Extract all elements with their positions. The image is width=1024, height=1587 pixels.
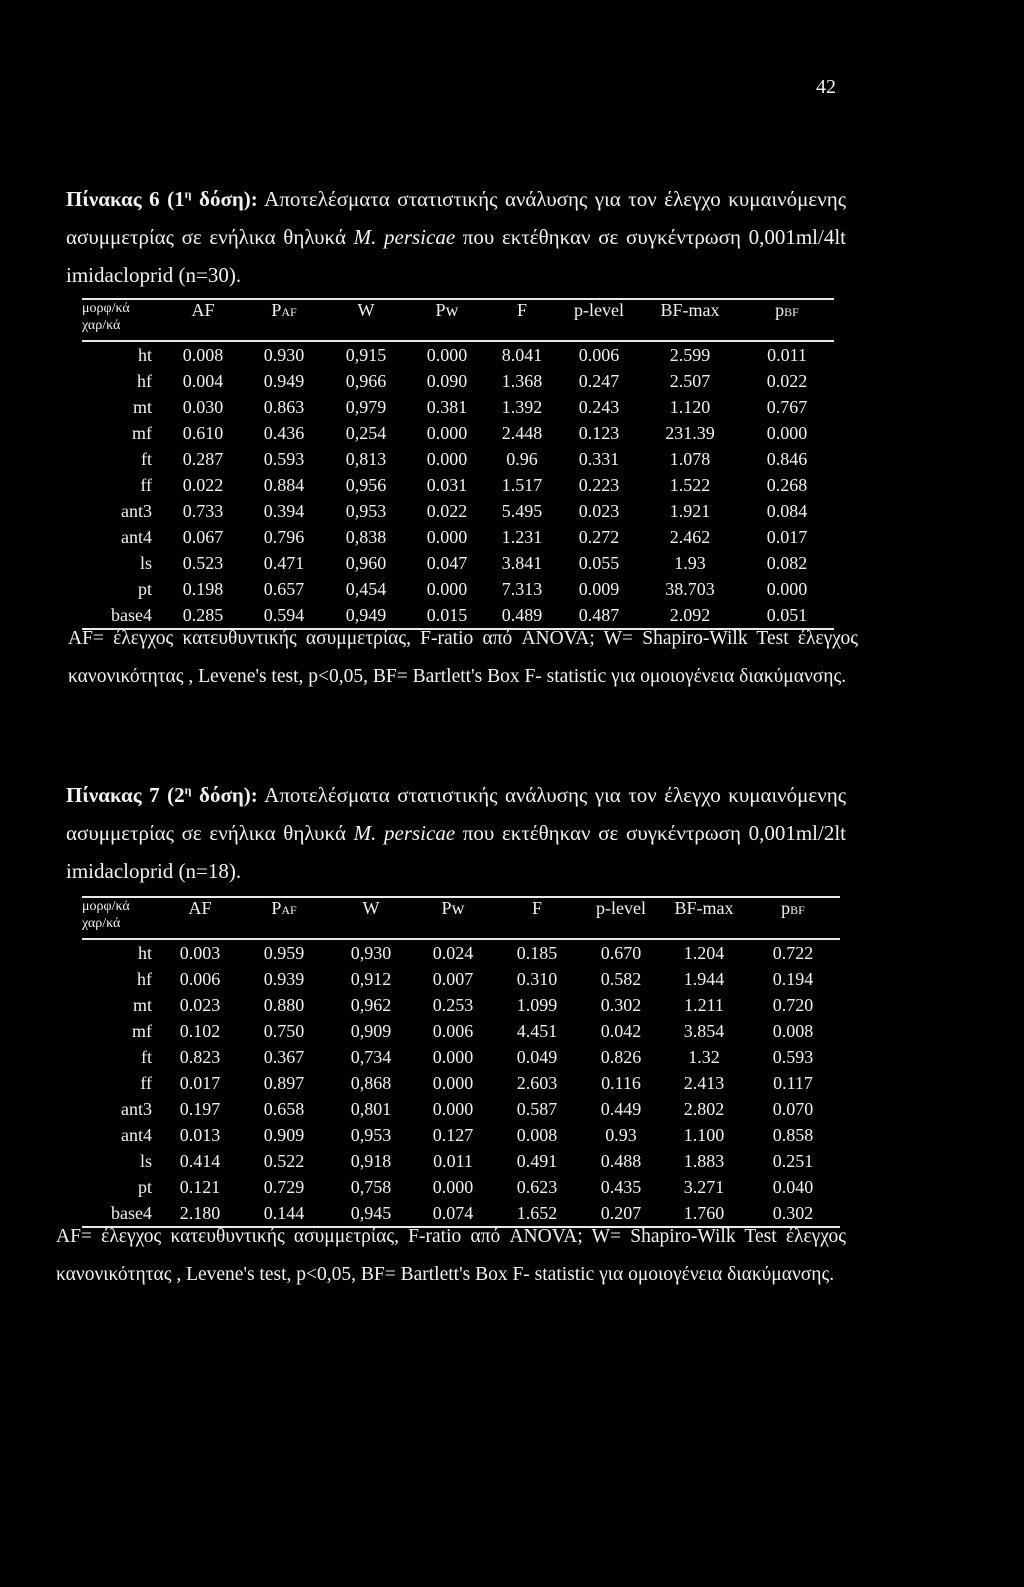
cell-trait: mf: [132, 1021, 152, 1041]
cell-bfmax: 3.854: [683, 1021, 725, 1041]
cell-pw: 0.022: [426, 501, 468, 521]
cell-af: 0.023: [179, 995, 221, 1015]
cell-pw: 0.000: [426, 449, 468, 469]
cell-paf: 0.863: [263, 397, 305, 417]
table-row: [82, 939, 840, 966]
cell-pw: 0.000: [426, 423, 468, 443]
cell-af: 0.285: [182, 605, 224, 625]
cell-pw: 0.074: [432, 1203, 474, 1223]
cell-bfmax: 1.760: [683, 1203, 725, 1223]
cell-w: 0,979: [345, 397, 387, 417]
cell-trait: ff: [140, 1073, 152, 1093]
cell-pw: 0.253: [432, 995, 474, 1015]
cell-pbf: 0.000: [766, 423, 808, 443]
cell-pbf: 0.593: [772, 1047, 814, 1067]
header-plevel: p-level: [574, 300, 624, 320]
cell-af: 0.198: [182, 579, 224, 599]
cell-pw: 0.024: [432, 943, 474, 963]
cell-w: 0,962: [350, 995, 392, 1015]
cell-trait: ant4: [121, 527, 152, 547]
cell-pw: 0.011: [433, 1151, 473, 1171]
cell-af: 0.287: [182, 449, 224, 469]
cell-w: 0,915: [345, 345, 387, 365]
cell-plevel: 0.302: [600, 995, 642, 1015]
cell-w: 0,868: [350, 1073, 392, 1093]
cell-pw: 0.000: [432, 1177, 474, 1197]
cell-plevel: 0.449: [600, 1099, 642, 1119]
cell-pbf: 0.011: [767, 345, 807, 365]
header-trait: μορφ/κά χαρ/κά: [82, 301, 130, 333]
cell-pbf: 0.082: [766, 553, 808, 573]
cell-af: 0.523: [182, 553, 224, 573]
table-row: [82, 1122, 840, 1148]
cell-trait: hf: [137, 371, 152, 391]
cell-plevel: 0.223: [578, 475, 620, 495]
cell-pbf: 0.040: [772, 1177, 814, 1197]
cell-w: 0,454: [345, 579, 387, 599]
cell-bfmax: 3.271: [683, 1177, 725, 1197]
table-row: [82, 498, 834, 524]
cell-bfmax: 2.092: [669, 605, 711, 625]
cell-pw: 0.000: [426, 527, 468, 547]
cell-paf: 0.471: [263, 553, 305, 573]
cell-w: 0,953: [345, 501, 387, 521]
cell-af: 2.180: [179, 1203, 221, 1223]
cell-w: 0,918: [350, 1151, 392, 1171]
cell-pbf: 0.022: [766, 371, 808, 391]
cell-af: 0.067: [182, 527, 224, 547]
cell-paf: 0.909: [263, 1125, 305, 1145]
cell-pw: 0.000: [432, 1047, 474, 1067]
cell-plevel: 0.582: [600, 969, 642, 989]
cell-pbf: 0.720: [772, 995, 814, 1015]
cell-trait: ft: [141, 1047, 152, 1067]
cell-plevel: 0.009: [578, 579, 620, 599]
cell-af: 0.006: [179, 969, 221, 989]
cell-paf: 0.729: [263, 1177, 305, 1197]
cell-f: 1.231: [501, 527, 543, 547]
cell-pw: 0.000: [432, 1099, 474, 1119]
cell-w: 0,758: [350, 1177, 392, 1197]
cell-plevel: 0.207: [600, 1203, 642, 1223]
cell-trait: mt: [132, 995, 152, 1015]
cell-trait: base4: [111, 605, 152, 625]
header-f: F: [531, 898, 542, 918]
cell-trait: ft: [141, 449, 152, 469]
species-name: M. persicae: [353, 821, 456, 845]
cell-bfmax: 1.100: [683, 1125, 725, 1145]
header-plevel: p-level: [596, 898, 646, 918]
cell-af: 0.017: [179, 1073, 221, 1093]
cell-af: 0.022: [182, 475, 224, 495]
cell-bfmax: 1.32: [688, 1047, 720, 1067]
cell-paf: 0.522: [263, 1151, 305, 1171]
cell-pbf: 0.268: [766, 475, 808, 495]
cell-bfmax: 231.39: [665, 423, 715, 443]
cell-pbf: 0.017: [766, 527, 808, 547]
cell-w: 0,838: [345, 527, 387, 547]
cell-bfmax: 1.120: [669, 397, 711, 417]
cell-w: 0,801: [350, 1099, 392, 1119]
cell-f: 7.313: [501, 579, 543, 599]
cell-trait: ht: [137, 943, 152, 963]
table-row: [82, 1174, 840, 1200]
cell-plevel: 0.247: [578, 371, 620, 391]
table-row: [82, 341, 834, 368]
header-bfmax: BF-max: [660, 300, 720, 320]
table-row: [82, 550, 834, 576]
table7-body: [82, 939, 840, 1227]
cell-paf: 0.144: [263, 1203, 305, 1223]
cell-trait: ht: [137, 345, 152, 365]
cell-f: 0.587: [516, 1099, 558, 1119]
cell-plevel: 0.042: [600, 1021, 642, 1041]
header-pbf: pBF: [775, 300, 799, 320]
cell-w: 0,734: [350, 1047, 392, 1067]
cell-af: 0.102: [179, 1021, 221, 1041]
cell-af: 0.003: [179, 943, 221, 963]
cell-bfmax: 2.507: [669, 371, 711, 391]
header-af: AF: [191, 300, 215, 320]
cell-paf: 0.367: [263, 1047, 305, 1067]
cell-trait: ant4: [121, 1125, 152, 1145]
table7-footnote: AF= έλεγχος κατευθυντικής ασυμμετρίας, F-ratio από ANOVA; W= Shapiro-Wilk Test έλεγχος κανονικότητας , Levene's test, p<0,05, BF= Bartlett's Box F- statistic για ομοιογένεια διακύμανσης.: [56, 1226, 846, 1285]
cell-plevel: 0.487: [578, 605, 620, 625]
cell-w: 0,930: [350, 943, 392, 963]
table6-footnote: AF= έλεγχος κατευθυντικής ασυμμετρίας, F-ratio από ANOVA; W= Shapiro-Wilk Test έλεγχος κανονικότητας , Levene's test, p<0,05, BF= Bartlett's Box F- statistic για ομοιογένεια διακύμανσης.: [68, 628, 858, 687]
cell-w: 0,945: [350, 1203, 392, 1223]
cell-f: 2.603: [516, 1073, 558, 1093]
table7-caption: Πίνακας 7 ($2^\eta$ δόση): Αποτελέσματα στατιστικής ανάλυσης για τον έλεγχο κυμαινόμενης ασυμμετρίας σε ενήλικα θηλυκά M. persicae που εκτέθηκαν σε συγκέντρωση 0,001ml/2lt imidacloprid (n=18).: [66, 783, 847, 883]
header-f: F: [516, 300, 527, 320]
header-paf: PAF: [271, 300, 297, 320]
cell-f: 5.495: [501, 501, 543, 521]
cell-af: 0.013: [179, 1125, 221, 1145]
cell-f: 0.008: [516, 1125, 558, 1145]
table7: [82, 896, 840, 1228]
cell-af: 0.414: [179, 1151, 221, 1171]
cell-f: 1.099: [516, 995, 558, 1015]
header-pbf: pBF: [781, 898, 805, 918]
cell-bfmax: 1.883: [683, 1151, 725, 1171]
table-row: [82, 1148, 840, 1174]
cell-f: 0.489: [501, 605, 543, 625]
cell-paf: 0.796: [263, 527, 305, 547]
cell-f: 1.368: [501, 371, 543, 391]
cell-af: 0.610: [182, 423, 224, 443]
table6-caption-label: Πίνακας 6 ($1^\eta$ δόση):: [66, 187, 258, 211]
header-pw: Pw: [441, 898, 465, 918]
cell-pw: 0.000: [432, 1073, 474, 1093]
cell-af: 0.004: [182, 371, 224, 391]
cell-pbf: 0.858: [772, 1125, 814, 1145]
cell-w: 0,949: [345, 605, 387, 625]
cell-pbf: 0.000: [766, 579, 808, 599]
cell-w: 0,966: [345, 371, 387, 391]
cell-paf: 0.930: [263, 345, 305, 365]
cell-f: 0.96: [506, 449, 538, 469]
table6-body: [82, 341, 834, 629]
table-row: [82, 1070, 840, 1096]
cell-paf: 0.750: [263, 1021, 305, 1041]
cell-f: 0.491: [516, 1151, 558, 1171]
cell-f: 0.049: [516, 1047, 558, 1067]
cell-pbf: 0.008: [772, 1021, 814, 1041]
table-row: [82, 420, 834, 446]
cell-f: 2.448: [501, 423, 543, 443]
table-row: [82, 394, 834, 420]
cell-f: 3.841: [501, 553, 543, 573]
cell-trait: pt: [137, 579, 152, 599]
cell-trait: ant3: [121, 501, 152, 521]
cell-plevel: 0.435: [600, 1177, 642, 1197]
cell-bfmax: 1.944: [683, 969, 725, 989]
cell-pw: 0.090: [426, 371, 468, 391]
table-row: [82, 576, 834, 602]
cell-pw: 0.000: [426, 345, 468, 365]
cell-pw: 0.031: [426, 475, 468, 495]
table-row: [82, 1018, 840, 1044]
table-header-row: [82, 299, 834, 341]
cell-paf: 0.593: [263, 449, 305, 469]
cell-bfmax: 38.703: [665, 579, 715, 599]
cell-pw: 0.015: [426, 605, 468, 625]
cell-pbf: 0.084: [766, 501, 808, 521]
header-w: W: [362, 898, 380, 918]
cell-bfmax: 1.93: [674, 553, 706, 573]
cell-trait: mt: [132, 397, 152, 417]
cell-af: 0.197: [179, 1099, 221, 1119]
cell-plevel: 0.123: [578, 423, 620, 443]
cell-bfmax: 1.522: [669, 475, 711, 495]
cell-w: 0,909: [350, 1021, 392, 1041]
cell-plevel: 0.055: [578, 553, 620, 573]
cell-paf: 0.657: [263, 579, 305, 599]
table-row: [82, 992, 840, 1018]
cell-paf: 0.959: [263, 943, 305, 963]
cell-pw: 0.007: [432, 969, 474, 989]
cell-pbf: 0.846: [766, 449, 808, 469]
cell-w: 0,254: [345, 423, 387, 443]
cell-bfmax: 2.413: [683, 1073, 725, 1093]
cell-f: 0.310: [516, 969, 558, 989]
cell-f: 4.451: [516, 1021, 558, 1041]
cell-pw: 0.381: [426, 397, 468, 417]
cell-trait: ls: [139, 1151, 152, 1171]
cell-pbf: 0.767: [766, 397, 808, 417]
table7-caption-label: Πίνακας 7 ($2^\eta$ δόση):: [66, 783, 258, 807]
cell-paf: 0.897: [263, 1073, 305, 1093]
cell-bfmax: 1.078: [669, 449, 711, 469]
cell-pw: 0.047: [426, 553, 468, 573]
table-row: [82, 1096, 840, 1122]
cell-pw: 0.127: [432, 1125, 474, 1145]
table-row: [82, 524, 834, 550]
cell-pbf: 0.302: [772, 1203, 814, 1223]
cell-f: 1.652: [516, 1203, 558, 1223]
table-row: [82, 472, 834, 498]
cell-paf: 0.436: [263, 423, 305, 443]
cell-paf: 0.394: [263, 501, 305, 521]
cell-bfmax: 2.802: [683, 1099, 725, 1119]
cell-af: 0.008: [182, 345, 224, 365]
table-row: [82, 966, 840, 992]
cell-paf: 0.949: [263, 371, 305, 391]
cell-f: 1.517: [501, 475, 543, 495]
cell-w: 0,813: [345, 449, 387, 469]
cell-f: 0.623: [516, 1177, 558, 1197]
table-header-row: [82, 897, 840, 939]
cell-trait: base4: [111, 1203, 152, 1223]
cell-pw: 0.006: [432, 1021, 474, 1041]
cell-plevel: 0.93: [605, 1125, 637, 1145]
cell-plevel: 0.243: [578, 397, 620, 417]
table-row: [82, 368, 834, 394]
header-pw: Pw: [435, 300, 459, 320]
cell-w: 0,912: [350, 969, 392, 989]
cell-trait: mf: [132, 423, 152, 443]
cell-plevel: 0.023: [578, 501, 620, 521]
cell-w: 0,956: [345, 475, 387, 495]
cell-pbf: 0.722: [772, 943, 814, 963]
cell-plevel: 0.488: [600, 1151, 642, 1171]
cell-bfmax: 1.204: [683, 943, 725, 963]
header-paf: PAF: [271, 898, 297, 918]
cell-af: 0.823: [179, 1047, 221, 1067]
cell-paf: 0.884: [263, 475, 305, 495]
cell-pw: 0.000: [426, 579, 468, 599]
cell-trait: ls: [139, 553, 152, 573]
table-row: [82, 1044, 840, 1070]
cell-f: 1.392: [501, 397, 543, 417]
cell-pbf: 0.070: [772, 1099, 814, 1119]
page-number: 42: [816, 76, 836, 98]
cell-af: 0.733: [182, 501, 224, 521]
table-row: [82, 446, 834, 472]
cell-plevel: 0.826: [600, 1047, 642, 1067]
cell-w: 0,953: [350, 1125, 392, 1145]
cell-paf: 0.594: [263, 605, 305, 625]
cell-paf: 0.880: [263, 995, 305, 1015]
header-w: W: [357, 300, 375, 320]
cell-plevel: 0.272: [578, 527, 620, 547]
species-name: M. persicae: [353, 225, 456, 249]
cell-plevel: 0.116: [601, 1073, 641, 1093]
cell-pbf: 0.117: [773, 1073, 813, 1093]
cell-trait: ant3: [121, 1099, 152, 1119]
header-bfmax: BF-max: [674, 898, 734, 918]
cell-paf: 0.658: [263, 1099, 305, 1119]
cell-bfmax: 2.462: [669, 527, 711, 547]
cell-af: 0.030: [182, 397, 224, 417]
cell-plevel: 0.331: [578, 449, 620, 469]
cell-pbf: 0.194: [772, 969, 814, 989]
cell-bfmax: 1.921: [669, 501, 711, 521]
cell-af: 0.121: [179, 1177, 221, 1197]
table6-caption: Πίνακας 6 ($1^\eta$ δόση): Αποτελέσματα στατιστικής ανάλυσης για τον έλεγχο κυμαινόμενης ασυμμετρίας σε ενήλικα θηλυκά M. persicae που εκτέθηκαν σε συγκέντρωση 0,001ml/4lt imidacloprid (n=30).: [66, 187, 847, 287]
cell-trait: ff: [140, 475, 152, 495]
cell-trait: hf: [137, 969, 152, 989]
cell-plevel: 0.670: [600, 943, 642, 963]
header-trait: μορφ/κά χαρ/κά: [82, 899, 130, 931]
cell-bfmax: 1.211: [684, 995, 724, 1015]
cell-f: 0.185: [516, 943, 558, 963]
cell-pbf: 0.251: [772, 1151, 814, 1171]
cell-w: 0,960: [345, 553, 387, 573]
cell-plevel: 0.006: [578, 345, 620, 365]
table6: [82, 298, 834, 630]
header-af: AF: [188, 898, 212, 918]
cell-paf: 0.939: [263, 969, 305, 989]
cell-bfmax: 2.599: [669, 345, 711, 365]
cell-pbf: 0.051: [766, 605, 808, 625]
cell-trait: pt: [137, 1177, 152, 1197]
cell-f: 8.041: [501, 345, 543, 365]
